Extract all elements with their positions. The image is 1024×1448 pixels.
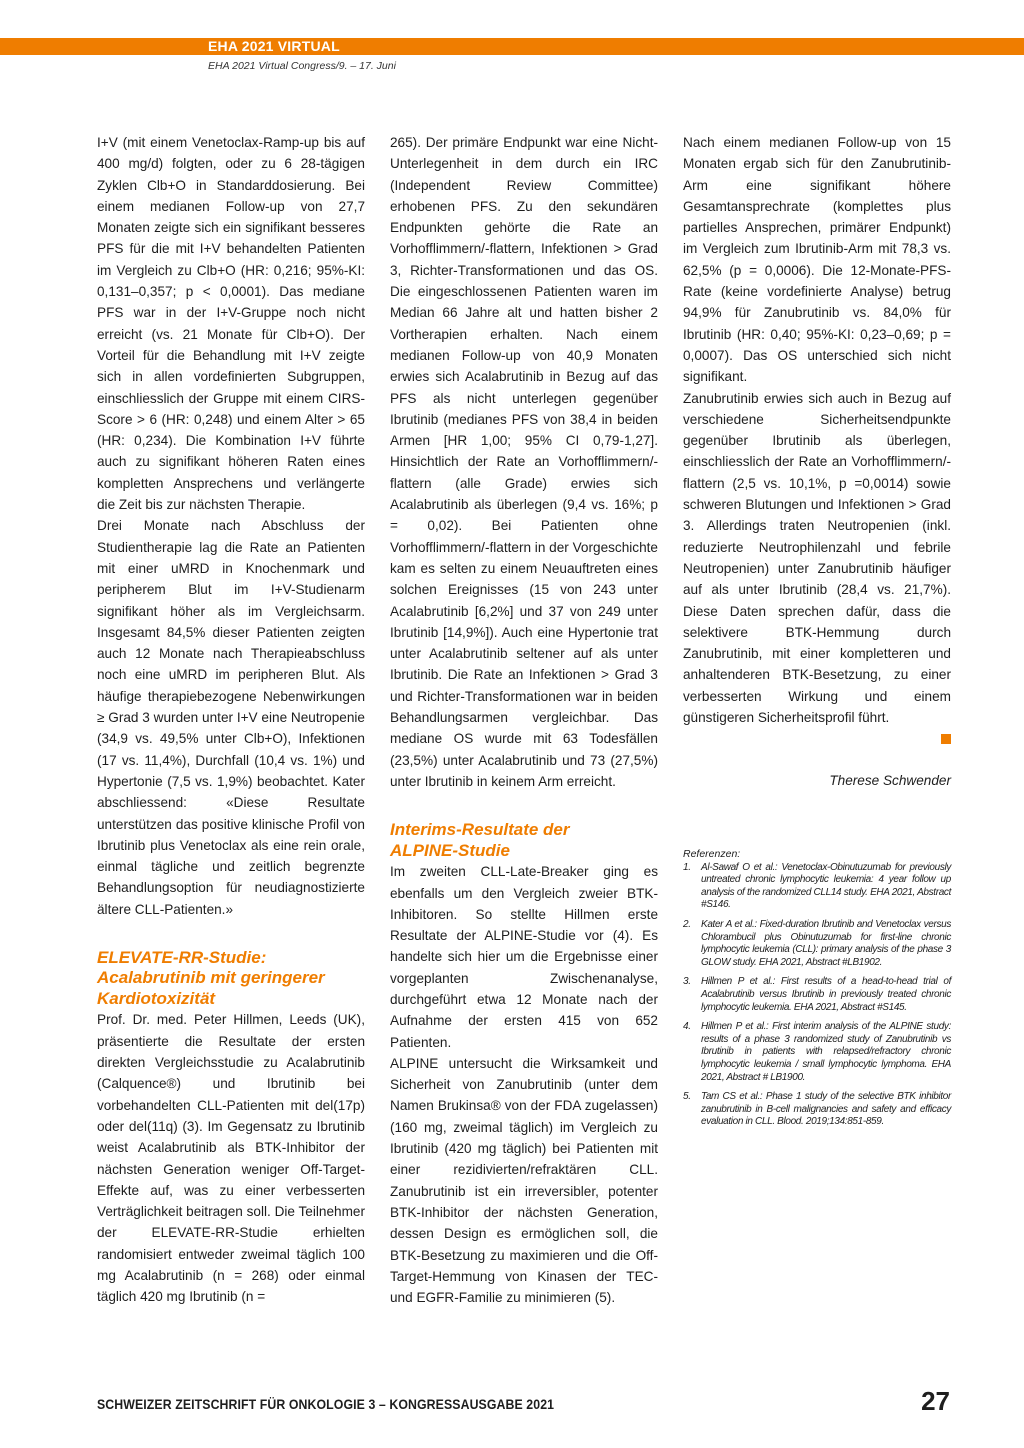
reference-item — [683, 1091, 951, 1129]
footer-journal-title: SCHWEIZER ZEITSCHRIFT FÜR ONKOLOGIE 3 – KONGRESSAUSGABE 2021 — [97, 1396, 555, 1412]
section-title-line: ALPINE-Studie — [390, 840, 510, 860]
end-of-article-marker — [941, 734, 951, 744]
reference-item — [683, 976, 951, 1014]
paragraph: 265). Der primäre Endpunkt war eine Nicht-Unterlegenheit in dem durch ein IRC (Independent Review Committee) erhobenen PFS. Zu den sekundären Endpunkten gehörte die Rate an Vorhofflimmern/-flattern, Infektionen > Grad 3, Richter-Transformationen und das OS. Die eingeschlossenen Patienten waren im Median 66 Jahre alt und hatten bisher 2 Vortherapien erhalten. Nach einem medianen Follow-up von 40,9 Monaten erwies sich Acalabrutinib in Bezug auf das PFS als nicht unterlegen gegenüber Ibrutinib (medianes PFS von 38,4 in beiden Armen [HR 1,00; 95% CI 0,79-1,27]. Hinsichtlich der Rate an Vorhofflimmern/-flattern (alle Grade) erwies sich Acalabrutinib als überlegen (9,4 vs. 16%; p = 0,02). Bei Patienten ohne Vorhofflimmern/-flattern in der Vorgeschichte kam es selten zu einem Neuauftreten eines solchen Ereignisses (15 von 243 unter Acalabrutinib [6,2%] und 37 von 249 unter Ibrutinib [14,9%]). Auch eine Hypertonie trat unter Acalabrutinib seltener auf als unter Ibrutinib. Die Rate an Infektionen > Grad 3 und Richter-Transformationen war in beiden Behandlungsarmen vergleichbar. Das mediane OS wurde mit 63 Todesfällen (23,5%) unter Acalabrutinib und 73 (27,5%) unter Ibrutinib in keinem Arm erreicht. — [390, 135, 658, 789]
paragraph: Zanubrutinib erwies sich auch in Bezug auf verschiedene Sicherheitsendpunkte gegenüber Ibrutinib als überlegen, einschliesslich der Rate an Vorhofflimmern/-flattern (2,5 vs. 10,1%, p =0,0014) sowie schweren Blutungen und Infektionen > Grad 3. Allerdings traten Neutropenien (inkl. reduzierte Neutrophilenzahl und febrile Neutropenien) unter Zanubrutinib häufiger auf als unter Ibrutinib (28,4 vs. 21,7%). Diese Daten sprechen dafür, dass die selektivere BTK-Hemmung durch Zanubrutinib, mit einer kompletteren und anhaltenderen BTK-Besetzung, zu einer verbesserten Wirkung und einem günstigeren Sicherheitsprofil führt. — [683, 390, 951, 726]
paragraph: ALPINE untersucht die Wirksamkeit und Sicherheit von Zanubrutinib (unter dem Namen Brukinsa® von der FDA zugelassen) (160 mg, zweimal täglich) im Vergleich zu Ibrutinib (420 mg täglich) bei Patienten mit einer rezidivierten/refraktären CLL. Zanubrutinib ist ein irreversibler, potenter BTK-Inhibitor der nächsten Generation, dessen Design es ermöglichen soll, die BTK-Besetzung zu maximieren und die Off-Target-Hemmung von Kinasen der TEC- und EGFR-Familie zu minimieren (5). — [390, 1055, 658, 1306]
references-list — [683, 862, 951, 1129]
reference-number: 4. — [683, 1021, 691, 1033]
section-title-line: Kardiotoxizität — [97, 988, 216, 1008]
section-title-elevate — [97, 948, 365, 1010]
author-name: Therese Schwender — [829, 773, 951, 789]
paragraph: Nach einem medianen Follow-up von 15 Monaten ergab sich für den Zanubrutinib-Arm eine signifikant höhere Gesamtansprechrate (komplettes plus partielles Ansprechen, primärer Endpunkt) im Vergleich zum Ibrutinib-Arm mit 78,3 vs. 62,5% (p = 0,0006). Die 12-Monate-PFS-Rate (keine vordefinierte Analyse) betrug 94,9% für Zanubrutinib vs. 84,0% für Ibrutinib (HR: 0,40; 95%-KI: 0,23–0,69; p = 0,0007). Das OS unterschied sich nicht signifikant. — [683, 135, 951, 385]
reference-text: Al-Sawaf O et al.: Venetoclax-Obinutuzumab for previously untreated chronic lymphocytic leukemia: 4 year follow up analysis of the randomized CLL14 study. EHA 2021, Abstract #S146. — [701, 861, 951, 911]
reference-number: 3. — [683, 976, 691, 988]
paragraph: Im zweiten CLL-Late-Breaker ging es ebenfalls um den Vergleich zweier BTK-Inhibitoren. So stellte Hillmen erste Resultate der ALPINE-Studie vor (4). Es handelte sich hier um die Ergebnisse einer vorgeplanten Zwischenanalyse, durchgeführt etwa 12 Monate nach der Aufnahme der ersten 415 von 652 Patienten. — [390, 864, 658, 1050]
paragraph: Prof. Dr. med. Peter Hillmen, Leeds (UK), präsentierte die Resultate der ersten direkten Vergleichsstudie zu Acalabrutinib (Calquence®) und Ibrutinib bei vorbehandelten CLL-Patienten mit del(17p) oder del(11q) (3). Im Gegensatz zu Ibrutinib weist Acalabrutinib als BTK-Inhibitor der nächsten Generation weniger Off-Target-Effekte auf, was zu einer verbesserten Verträglichkeit beitragen soll. Die Teilnehmer der ELEVATE-RR-Studie erhielten randomisiert entweder zweimal täglich 100 mg Acalabrutinib (n = 268) oder einmal täglich 420 mg Ibrutinib (n = — [97, 1012, 365, 1305]
reference-number: 2. — [683, 918, 691, 930]
header-title: EHA 2021 VIRTUAL — [208, 38, 340, 54]
article-column-1 — [97, 132, 365, 1308]
section-title-alpine — [390, 820, 658, 861]
reference-text: Hillmen P et al.: First results of a head-to-head trial of Acalabrutinib versus Ibrutinib in previously treated chronic lymphocytic leukemia. EHA 2021, Abstract #S145. — [701, 976, 951, 1013]
reference-item — [683, 862, 951, 912]
section-title-line: Acalabrutinib mit geringerer — [97, 968, 325, 988]
section-title-line: ELEVATE-RR-Studie: — [97, 947, 267, 967]
paragraph: Drei Monate nach Abschluss der Studientherapie lag die Rate an Patienten mit einer uMRD in Knochenmark und peripherem Blut im I+V-Studienarm signifikant höher als im Vergleichsarm. Insgesamt 84,5% dieser Patienten zeigten auch 12 Monate nach Therapieabschluss noch eine uMRD im peripheren Blut. Als häufige therapiebezogene Nebenwirkungen ≥ Grad 3 wurden unter I+V eine Neutropenie (34,9 vs. 49,5% unter Clb+O), Infektionen (17 vs. 11,4%), Durchfall (10,4 vs. 1%) und Hypertonie (7,5 vs. 1,9%) beobachtet. Kater abschliessend: «Diese Resultate unterstützen das positive klinische Profil von Ibrutinib plus Venetoclax als eine rein orale, einmal tägliche und zeitlich begrenzte Behandlungsoption für neudiagnostizierte ältere CLL-Patienten.» — [97, 518, 365, 917]
references — [683, 848, 951, 1136]
page-number: 27 — [921, 1386, 950, 1416]
reference-text: Tam CS et al.: Phase 1 study of the selective BTK inhibitor zanubrutinib in B-cell malignancies and safety and efficacy evaluation in CLL. Blood. 2019;134:851-859. — [701, 1091, 951, 1128]
references-heading: Referenzen: — [683, 848, 741, 860]
paragraph: I+V (mit einem Venetoclax-Ramp-up bis auf 400 mg/d) folgten, oder zu 6 28-tägigen Zyklen Clb+O in Standarddosierung. Bei einem medianen Follow-up von 27,7 Monaten zeigte sich ein signifikant besseres PFS für die mit I+V behandelten Patienten im Vergleich zu Clb+O (HR: 0,216; 95%-KI: 0,131–0,357; p < 0,0001). Das mediane PFS war in der I+V-Gruppe noch nicht erreicht (vs. 21 Monate für Clb+O). Der Vorteil für die Behandlung mit I+V zeigte sich in allen vordefinierten Subgruppen, einschliesslich der Gruppe mit einem CIRS-Score > 6 (HR: 0,248) und einem Alter > 65 (HR: 0,234). Die Kombination I+V führte auch zu signifikant höheren Raten eines kompletten Ansprechens und verlängerte die Zeit bis zur nächsten Therapie. — [97, 135, 365, 513]
header-subtitle: EHA 2021 Virtual Congress/9. – 17. Juni — [208, 60, 396, 72]
reference-number: 1. — [683, 861, 691, 873]
reference-text: Hillmen P et al.: First interim analysis of the ALPINE study: results of a phase 3 randomized study of Zanubrutinib vs Ibrutinib in patients with relapsed/refractory chronic lymphocytic leukemia / small lymphocytic lymphoma. EHA 2021, Abstract # LB1900. — [701, 1021, 951, 1083]
reference-item — [683, 1021, 951, 1084]
article-column-3 — [683, 132, 951, 792]
reference-text: Kater A et al.: Fixed-duration Ibrutinib and Venetoclax versus Chlorambucil plus Obinutuzumab for first-line chronic lymphocytic leukemia (CLL): primary analysis of the phase 3 GLOW study. EHA 2021, Abstract #LB1902. — [701, 918, 951, 968]
header-bar — [0, 38, 1024, 55]
section-title-line: Interims-Resultate der — [390, 820, 570, 840]
reference-item — [683, 919, 951, 969]
reference-number: 5. — [683, 1091, 691, 1103]
article-column-2 — [390, 132, 658, 1308]
